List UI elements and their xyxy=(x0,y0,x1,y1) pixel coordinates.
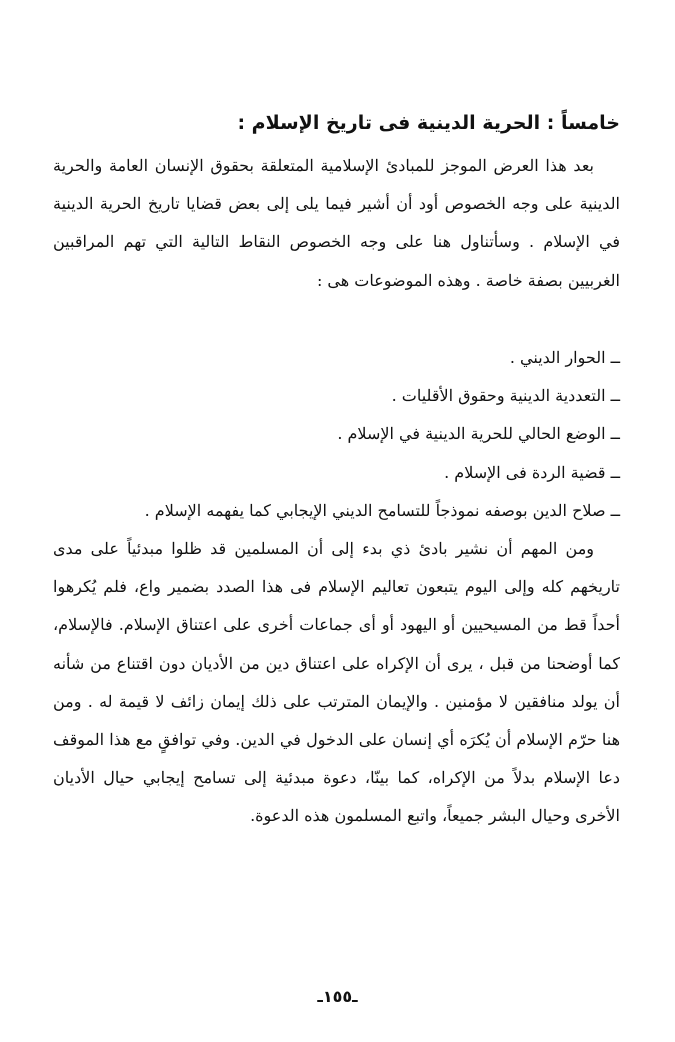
list-item: ــ الحوار الديني . xyxy=(509,348,620,367)
intro-paragraph: بعد هذا العرض الموجز للمبادئ الإسلامية المتعلقة بحقوق الإنسان العامة والحرية الدينية على وجه الخصوص أود أن أشير فيما يلى إلى بعض قضايا تاريخ الحرية الدينية في الإسلام . وسأتناول هنا على وجه الخصوص النقاط التالية التي تهم المراقبين الغربيين بصفة خاصة . وهذه الموضوعات هى : xyxy=(53,156,620,290)
page-number: ـ١٥٥ـ xyxy=(317,987,358,1006)
topics-list xyxy=(53,339,620,530)
list-item: ــ الوضع الحالي للحرية الدينية في الإسلام . xyxy=(337,424,620,444)
list-item: ــ قضية الردة فى الإسلام . xyxy=(444,462,620,482)
body-paragraph: ومن المهم أن نشير بادئ ذي بدء إلى أن المسلمين قد ظلوا مبدئياً على مدى تاريخهم كله وإلى اليوم يتبعون تعاليم الإسلام فى هذا الصدد بضمير واع، فلم يُكرهوا أحداً قط من المسيحيين أو اليهود أو أى جماعات أخرى على اعتناق الإسلام. فالإسلام، كما أوضحنا من قبل ، يرى أن الإكراه على اعتناق دين من الأديان دون اقتناع من شأنه أن يولد منافقين لا مؤمنين . والإيمان المترتب على ذلك إيمان زائف لا قيمة له . ومن هنا حرّم الإسلام أن يُكرَه أي إنسان على الدخول في الدين. وفي توافقٍ مع هذا الموقف دعا الإسلام بدلاً من الإكراه، كما بينّا، دعوة مبدئية إلى تسامح إيجابي حيال الأديان الأخرى وحيال البشر جميعاً، واتبع المسلمون هذه الدعوة. xyxy=(53,539,620,826)
list-item: ــ التعددية الدينية وحقوق الأقليات . xyxy=(391,386,620,406)
section-heading: خامساً : الحرية الدينية فى تاريخ الإسلام : xyxy=(237,112,620,134)
list-item: ــ صلاح الدين بوصفه نموذجاً للتسامح الديني الإيجابي كما يفهمه الإسلام . xyxy=(144,500,620,520)
